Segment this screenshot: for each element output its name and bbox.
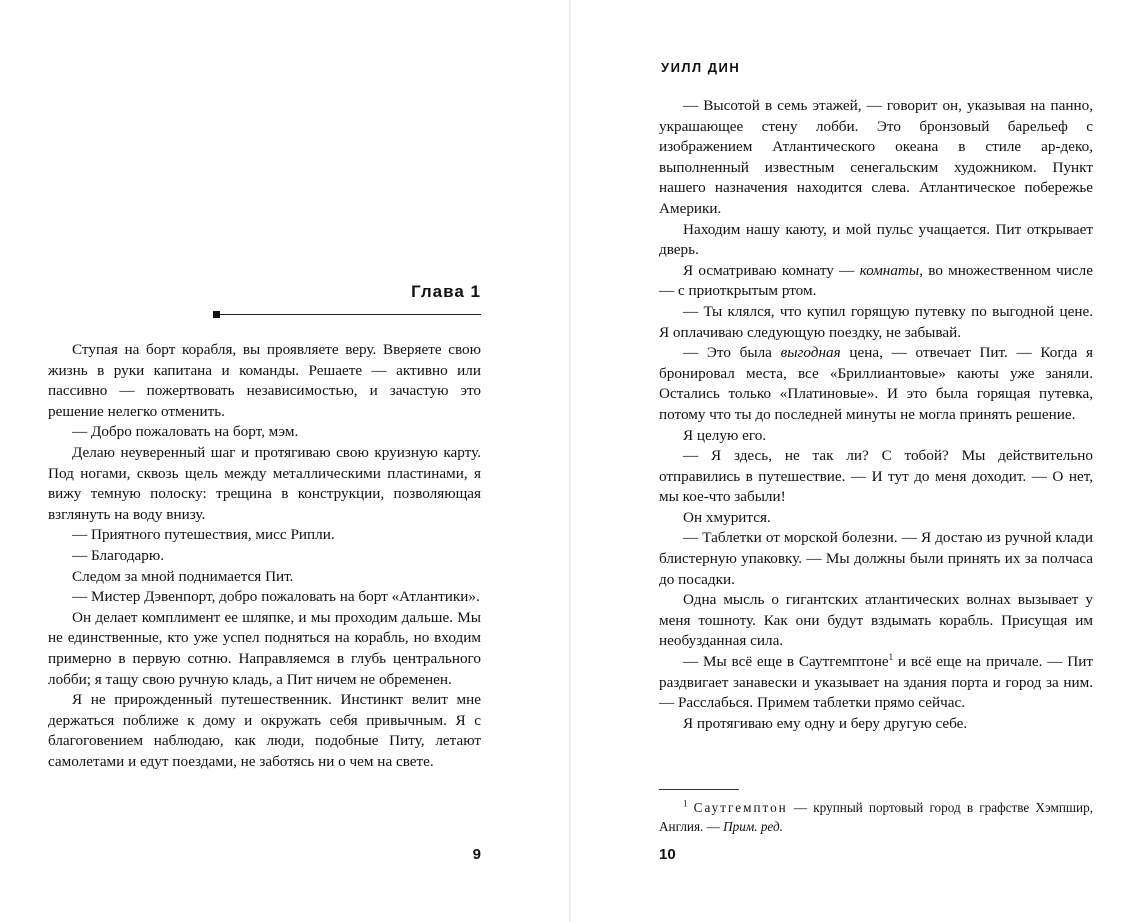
footnote-editor-note: Прим. ред. [723, 818, 783, 834]
paragraph: — Высотой в семь этажей, — говорит он, указывая на панно, украшающее стену лобби. Это бронзовый барельеф с изображением Атлантического океана в стиле ар-деко, выполненный известным сенегальским художником. Пункт нашего назначения находится слева. Атлантическое побережье Америки. [659, 97, 1093, 217]
paragraph: — Таблетки от морской болезни. — Я достаю из ручной клади блистерную упаковку. — Мы должны были принять их за полчаса до посадки. [659, 529, 1093, 588]
paragraph [659, 261, 1093, 302]
left-page [0, 0, 569, 922]
paragraph: Находим нашу каюту, и мой пульс учащается. Пит открывает дверь. [659, 220, 1093, 259]
paragraph: Ступая на борт корабля, вы проявляете веру. Вверяете свою жизнь в руки капитана и команды. Решаете — активно или пассивно — пожертвовать независимостью, и зачастую это решение нелегко отменить. [48, 341, 481, 420]
running-head: УИЛЛ ДИН [661, 60, 741, 75]
emphasis: выгодная [780, 344, 841, 362]
paragraph: Он хмурится. [683, 508, 771, 526]
paragraph: — Мистер Дэвенпорт, добро пожаловать на борт «Атлантики». [72, 588, 480, 606]
text-run: цена, — отвечает Пит. — Когда я бронировал места, все «Бриллиантовые» каюты уже заняли. Остались только «Платиновые». И это была горящая путевка, потому что ты до последней минуты не могла принять решение. [659, 344, 1094, 423]
paragraph: — Ты клялся, что купил горящую путевку по выгодной цене. Я оплачиваю следующую поездку, не забывай. [659, 302, 1093, 341]
paragraph [659, 343, 1093, 425]
text-run: , во множественном числе — с приоткрытым ртом. [659, 261, 1093, 300]
text-run: — Это была [683, 344, 781, 362]
page-number: 10 [659, 846, 676, 863]
chapter-rule [215, 314, 481, 315]
text-run: — Мы всё еще в Саутгемптоне [683, 653, 889, 671]
paragraph: — Благодарю. [72, 546, 165, 564]
text-run: Я осматриваю комнату — [683, 261, 860, 279]
paragraph: Я протягиваю ему одну и беру другую себе. [683, 714, 968, 732]
footnote-rule [659, 789, 739, 790]
paragraph: — Добро пожаловать на борт, мэм. [72, 423, 299, 441]
paragraph: — Я здесь, не так ли? С тобой? Мы действительно отправились в путешествие. — И тут до меня доходит. — О нет, мы кое-что забыли! [659, 447, 1093, 506]
paragraph [659, 652, 1093, 714]
chapter-title: Глава 1 [411, 282, 481, 301]
footnote-text: — крупный портовый город в графстве Хэмпшир, Англия. — [659, 800, 1093, 834]
text-run: и всё еще на причале. — Пит раздвигает занавески и указывает на здания порта и город за ним. — Расслабься. Примем таблетки прямо сейчас. [659, 653, 1094, 712]
footnote [659, 799, 1093, 836]
paragraph: Я не прирожденный путешественник. Инстинкт велит мне держаться поближе к дому и окружать себя привычным. Я с благоговением наблюдаю, как люди, подобные Питу, летают самолетами и едут поездами, не заботясь ни о чем на свете. [48, 691, 481, 770]
paragraph: Следом за мной поднимается Пит. [72, 567, 294, 585]
right-body-text [659, 96, 1093, 734]
footnote-term: Саутгемптон [693, 800, 788, 815]
footnote-marker: 1 [888, 651, 894, 662]
paragraph: Я целую его. [683, 426, 767, 444]
paragraph: Он делает комплимент ее шляпке, и мы проходим дальше. Мы не единственные, кто уже успел подняться на корабль, но входим примерно в первую сотню. Направляемся в глубь центрального лобби; я тащу свою ручную кладь, а Пит ничем не обременен. [48, 608, 481, 688]
right-page [571, 0, 1145, 922]
paragraph: Одна мысль о гигантских атлантических волнах вызывает у меня тошноту. Как они будут вздымать корабль. Присущая им необузданная сила. [659, 591, 1093, 650]
left-body-text [48, 340, 481, 772]
emphasis: комнаты [859, 261, 920, 279]
paragraph: — Приятного путешествия, мисс Рипли. [72, 526, 335, 544]
footnote-number: 1 [683, 798, 688, 809]
paragraph: Делаю неуверенный шаг и протягиваю свою круизную карту. Под ногами, сквозь щель между металлическими пластинами, я вижу темную полоску: трещина в конструкции, позволяющая взглянуть на воду внизу. [48, 443, 481, 523]
chapter-ornament [213, 311, 220, 318]
page-number: 9 [472, 846, 481, 863]
